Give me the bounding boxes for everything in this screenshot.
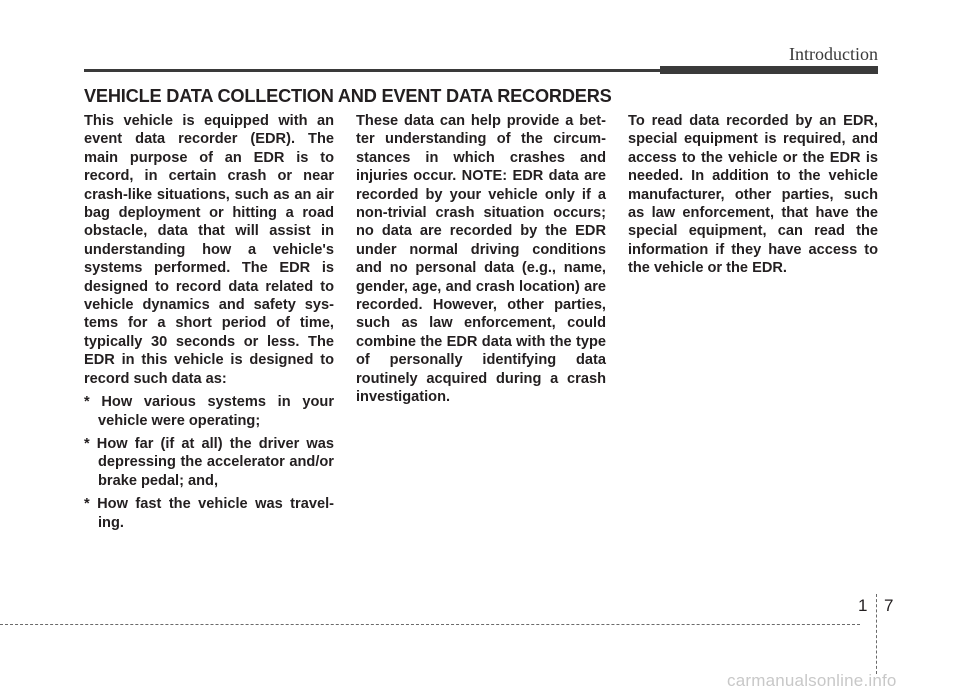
intro-paragraph: This vehicle is equipped with an event data recorder (EDR). The main purpose of an EDR is to record, in certain crash or near crash-like situations, such as an air bag deployment or hitting a road obstacle, data that will assist in understanding how a vehicle's systems performed. The EDR is designed to record data related to vehicle dynamics and safety systems for a short period of time, typically 30 seconds or less. The EDR in this vehicle is designed to record such data as:: [84, 113, 334, 387]
footer-dashed-divider: [876, 594, 877, 674]
header-bar: [660, 66, 878, 74]
footer-dashed-rule: [0, 624, 860, 625]
list-item: * How fast the vehicle was traveling.: [84, 496, 334, 531]
section-title: Introduction: [789, 44, 878, 64]
list-item: * How far (if at all) the driver was depressing the accelerator and/or brake pedal; and,: [84, 435, 334, 489]
header-rule: [84, 69, 662, 72]
edr-access-paragraph: To read data recorded by an EDR, special equipment is required, and access to the vehicle or the EDR is needed. In addition to the vehicle manufacturer, other parties, such as law enforcement, that have the special equipment, can read the information if they have access to the vehicle or the EDR.: [628, 113, 878, 277]
edr-data-paragraph: These data can help provide a better understanding of the circumstances in which crashes and injuries occur. NOTE: EDR data are recorded by your vehicle only if a non-trivial crash situation occurs; no data are recorded by the EDR under normal driving conditions and no personal data (e.g., name, gender, age, and crash location) are recorded. However, other parties, such as law enforcement, could combine the EDR data with the type of personally identifying data routinely acquired during a crash investigation.: [356, 113, 606, 406]
column-2: [356, 112, 606, 407]
chapter-number: 1: [858, 596, 868, 615]
column-1: [84, 112, 334, 532]
recorded-data-list: [84, 393, 334, 532]
watermark: carmanualsonline.info: [727, 671, 897, 690]
page-heading: VEHICLE DATA COLLECTION AND EVENT DATA RECORDERS: [84, 86, 612, 106]
column-3: [628, 112, 878, 278]
list-item: * How various systems in your vehicle were operating;: [84, 394, 334, 429]
page-number: 7: [884, 596, 894, 615]
